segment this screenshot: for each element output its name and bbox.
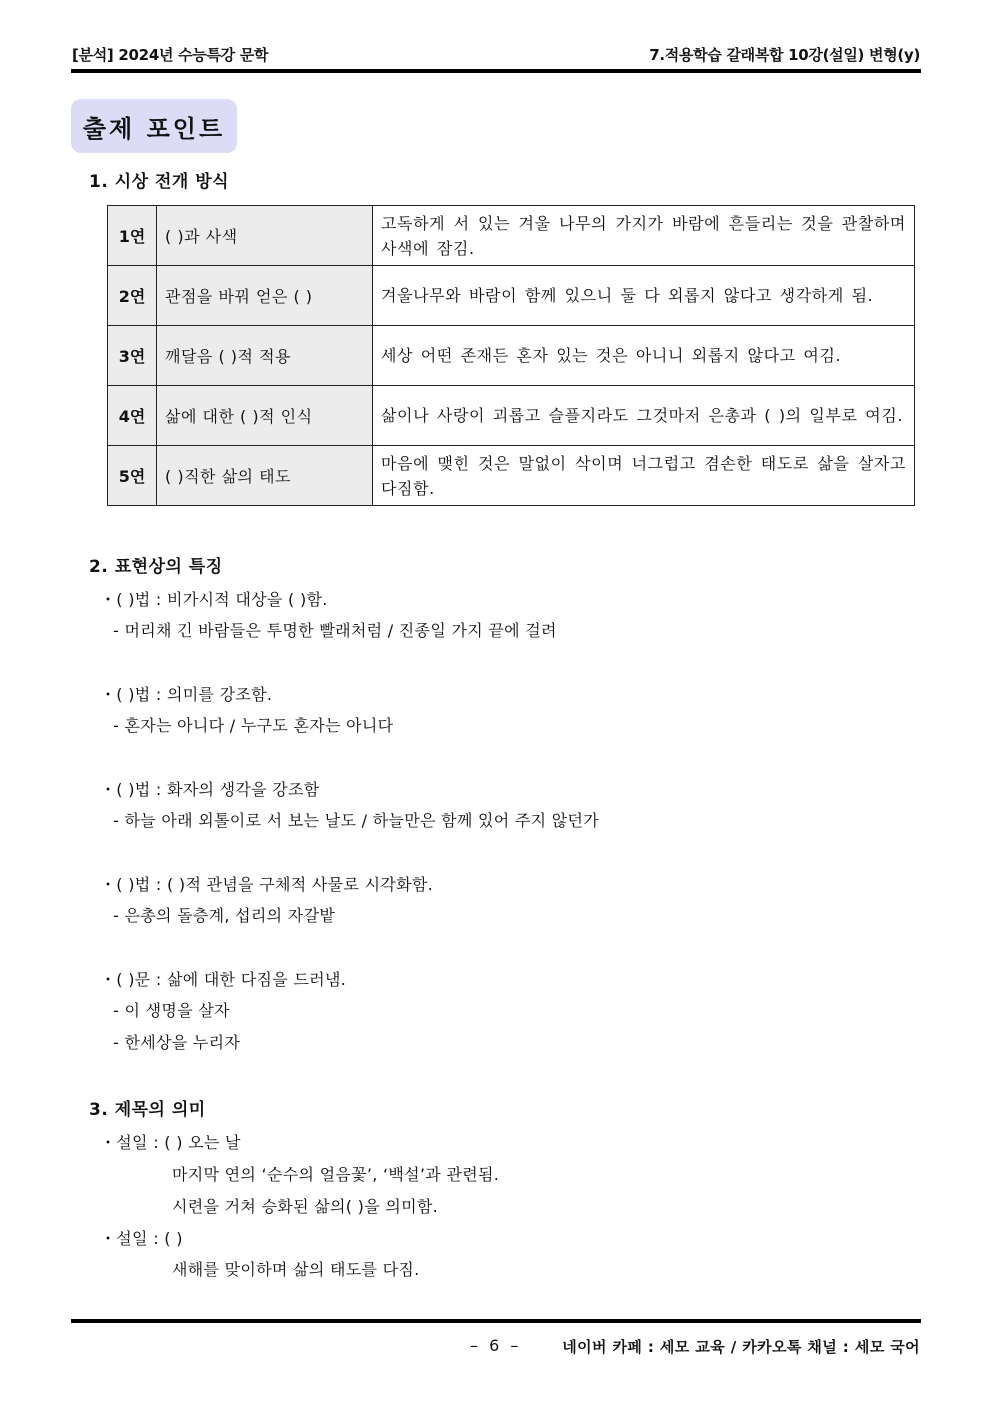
page-number: – 6 – <box>470 1336 522 1355</box>
feature-bullet: ・( )법 : 화자의 생각을 강조함 <box>100 780 320 799</box>
feature-bullet: ・( )법 : ( )적 관념을 구체적 사물로 시각화함. <box>100 875 433 894</box>
table-row <box>108 386 915 446</box>
topic-cell: ( )직한 삶의 태도 <box>157 446 373 506</box>
feature-bullet: ・( )법 : 의미를 강조함. <box>100 685 273 704</box>
feature-example: - 혼자는 아니다 / 누구도 혼자는 아니다 <box>113 716 394 735</box>
footer-divider <box>71 1319 921 1323</box>
feature-example: - 머리채 긴 바람들은 투명한 빨래처럼 / 진종일 가지 끝에 걸려 <box>113 621 557 640</box>
feature-example: - 하늘 아래 외톨이로 서 보는 날도 / 하늘만은 함께 있어 주지 않던가 <box>113 811 600 830</box>
table-row <box>108 266 915 326</box>
table-row <box>108 326 915 386</box>
stanza-cell: 1연 <box>108 206 157 266</box>
header-divider <box>71 69 921 73</box>
meaning-item: ・설일 : ( ) <box>100 1229 183 1248</box>
content-cell: 세상 어떤 존재든 혼자 있는 것은 아니니 외롭지 않다고 여김. <box>373 326 915 386</box>
stanza-cell: 2연 <box>108 266 157 326</box>
table-row <box>108 446 915 506</box>
feature-example: - 한세상을 누리자 <box>113 1033 241 1052</box>
meaning-item: ・설일 : ( ) 오는 날 <box>100 1133 241 1152</box>
meaning-detail: 시련을 거쳐 승화된 삶의( )을 의미함. <box>172 1197 438 1216</box>
feature-bullet: ・( )문 : 삶에 대한 다짐을 드러냄. <box>100 970 347 989</box>
stanza-cell: 5연 <box>108 446 157 506</box>
feature-bullet: ・( )법 : 비가시적 대상을 ( )함. <box>100 590 328 609</box>
topic-cell: 관점을 바꿔 얻은 ( ) <box>157 266 373 326</box>
header-right-title: 7.적용학습 갈래복합 10강(설일) 변형(y) <box>649 46 920 64</box>
header-left-title: [분석] 2024년 수능특강 문학 <box>72 46 269 64</box>
stanza-table <box>107 205 915 506</box>
topic-cell: ( )과 사색 <box>157 206 373 266</box>
meaning-detail: 새해를 맞이하며 삶의 태도를 다짐. <box>172 1260 420 1279</box>
footer-channel-info: 네이버 카페 : 세모 교육 / 카카오톡 채널 : 세모 국어 <box>562 1338 920 1356</box>
content-cell: 겨울나무와 바람이 함께 있으니 둘 다 외롭지 않다고 생각하게 됨. <box>373 266 915 326</box>
feature-example: - 은총의 돌층계, 섭리의 자갈밭 <box>113 906 336 925</box>
content-cell: 삶이나 사랑이 괴롭고 슬플지라도 그것마저 은총과 ( )의 일부로 여김. <box>373 386 915 446</box>
section-title-structure: 1. 시상 전개 방식 <box>89 172 230 192</box>
content-cell: 마음에 맺힌 것은 말없이 삭이며 너그럽고 겸손한 태도로 삶을 살자고 다짐함. <box>373 446 915 506</box>
topic-cell: 깨달음 ( )적 적용 <box>157 326 373 386</box>
stanza-cell: 4연 <box>108 386 157 446</box>
meaning-detail: 마지막 연의 ‘순수의 얼음꽃’, ‘백설’과 관련됨. <box>172 1165 500 1184</box>
section-title-meaning: 3. 제목의 의미 <box>89 1100 206 1120</box>
section-title-expression: 2. 표현상의 특징 <box>89 557 223 577</box>
feature-example: - 이 생명을 살자 <box>113 1001 230 1020</box>
stanza-cell: 3연 <box>108 326 157 386</box>
content-cell: 고독하게 서 있는 겨울 나무의 가지가 바람에 흔들리는 것을 관찰하며 사색에 잠김. <box>373 206 915 266</box>
exam-point-badge: 출제 포인트 <box>71 99 237 153</box>
table-row <box>108 206 915 266</box>
topic-cell: 삶에 대한 ( )적 인식 <box>157 386 373 446</box>
